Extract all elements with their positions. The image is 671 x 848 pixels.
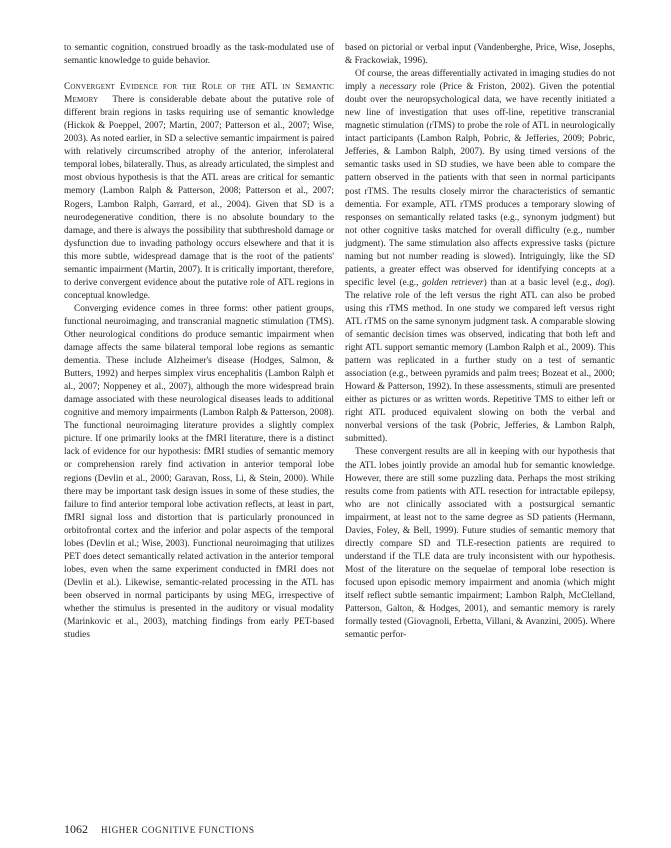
page-number: 1062	[64, 822, 88, 836]
paragraph: Converging evidence comes in three forms: other patient groups, functional neuroimaging, and transcranial magnetic stimulation (TMS). Other neurological conditions do produce semantic impairment when damage affects the same bilateral temporal lobe regions as semantic dementia. These include Alzheimer's disease (Hodges, Salmon, & Butters, 1992) and herpes simplex virus encephalitis (Lambon Ralph et al., 2007; Noppeney et al., 2007), although the more widespread brain damage associated with these neurological diseases leads to additional cognitive and memory impairments (Lambon Ralph & Patterson, 2008). The functional neuroimaging literature provides a slightly complex picture. If one primarily looks at the fMRI literature, there is a distinct lack of evidence for our hypothesis: fMRI studies of semantic memory or comprehension rarely find activation in anterior temporal lobe regions (Devlin et al., 2000; Garavan, Ross, Li, & Stein, 2000). While there may be important task design issues in some of these studies, the failure to find anterior temporal lobe activation reflects, at least in part, fMRI signal loss and distortion that is particularly pronounced in orbitofrontal cortex and the inferior and polar aspects of the temporal lobes (Devlin et al.; Wise, 2003). Functional neuroimaging that utilizes PET does detect semantically related activation in the anterior temporal lobes, even when the same experiment conducted in fMRI does not (Devlin et al.). Likewise, semantic-related processing in the ATL has been observed in normal participants by using MEG, irrespective of whether the stimulus is presented in the auditory or visual modality (Marinkovic et al., 2003), matching findings from early PET-based studies	[64, 303, 334, 641]
left-column	[64, 42, 334, 642]
text-run: Of course, the areas differentially activated in imaging studies do not imply a	[345, 69, 615, 93]
paragraph-continuation: to semantic cognition, construed broadly as the task-modulated use of semantic knowledge to guide behavior.	[64, 43, 334, 67]
paragraph-continuation: based on pictorial or verbal input (Vandenberghe, Price, Wise, Josephs, & Frackowiak, 1996).	[345, 43, 615, 67]
paragraph-gap	[64, 68, 334, 81]
emphasis-necessary: necessary	[379, 82, 417, 93]
page-footer	[64, 822, 255, 837]
paragraph	[345, 68, 615, 446]
section-paragraph	[64, 81, 334, 303]
text-run: ) than at a basic level (e.g.,	[483, 277, 592, 288]
text-run: role (Price & Friston, 2002). Given the potential doubt over the neuropsychological data, we have recently initiated a new line of investigation that uses off-line, repetitive transcranial magnetic stimulation (rTMS) to probe the role of ATL in neurologically intact participants (Lambon Ralph, Pobric, & Jefferies, 2009; Pobric, Jefferies, & Lambon Ralph, 2007). By using timed versions of the semantic tasks used in SD studies, we have been able to compare the pattern observed in the patients with that seen in normal participants post rTMS. The results closely mirror the characteristics of semantic dementia. For example, ATL rTMS produces a temporary slowing of responses on semantically related tasks (e.g., synonym judgment) but not other cognitive tasks matched for overall difficulty (e.g., number judgment). The same stimulation also affects expressive tasks (picture naming but not number reading is slowed). Intriguingly, like the SD patients, a greater effect was observed for identifying concepts at a specific level (e.g.,	[345, 82, 616, 288]
right-column	[345, 42, 615, 642]
section-heading: Convergent Evidence for the Role of the ATL in Semantic Memory	[64, 82, 334, 106]
text-run: ). The relative role of the left versus the right ATL can also be probed using this rTMS method. In one study we compared left versus right ATL rTMS on the same synonym judgment task. A comparable slowing of semantic decision times was observed, indicating that both left and right ATL support semantic memory (Lambon Ralph et al., 2009). This pattern was replicated in a further study on a test of semantic association (e.g., between pyramids and palm trees; Bozeat et al., 2000; Howard & Patterson, 1992). In these assessments, stimuli are presented either as pictures or as written words. Repetitive TMS to either left or right ATL produced equivalent slowing on both the verbal and nonverbal versions of the task (Pobric, Jefferies, & Lambon Ralph, submitted).	[345, 277, 615, 445]
emphasis-golden-retriever: golden retriever	[422, 277, 484, 288]
emphasis-dog: dog	[595, 277, 610, 288]
paragraph-text: There is considerable debate about the putative role of different brain regions in tasks requiring use of semantic knowledge (Hickok & Poeppel, 2007; Martin, 2007; Patterson et al., 2007; Wise, 2003). As noted earlier, in SD a selective semantic impairment is paired with relatively circumscribed atrophy of the anterior, inferolateral temporal lobes, bilaterally. Thus, as already articulated, the simplest and most obvious hypothesis is that the ATL areas are critical for semantic memory (Lambon Ralph & Patterson, 2008; Patterson et al., 2007; Rogers, Lambon Ralph, Garrard, et al., 2004). Given that SD is a neurodegenerative condition, there is no absolute boundary to the damage, and there is always the possibility that subthreshold damage or dysfunction due to invading pathology occurs elsewhere and that it is this more subtle, widespread damage that is the root of the patients' semantic impairment (Martin, 2007). It is critically important, therefore, to derive convergent evidence about the putative role of ATL regions in conceptual knowledge.	[64, 95, 335, 301]
paragraph: These convergent results are all in keeping with our hypothesis that the ATL lobes jointly provide an amodal hub for semantic knowledge. However, there are still some puzzling data. Perhaps the most striking results come from patients with ATL resection for intractable epilepsy, who are not clinically associated with a postsurgical semantic impairment, at least not to the same degree as SD patients (Hermann, Davies, Foley, & Bell, 1999). Future studies of semantic memory that directly compare SD and TLE-resection patients are required to understand if the TLE data are truly inconsistent with our hypothesis. Most of the literature on the sequelae of temporal lobe resection is focused upon episodic memory impairment and anomia (which might itself reflect subtle semantic impairment; Lambon Ralph, McClelland, Patterson, Galton, & Hodges, 2001), and semantic memory is rarely formally tested (Giovagnoli, Erbetta, Villani, & Avanzini, 2005). Where semantic perfor-	[345, 447, 615, 641]
running-head: HIGHER COGNITIVE FUNCTIONS	[101, 825, 255, 835]
